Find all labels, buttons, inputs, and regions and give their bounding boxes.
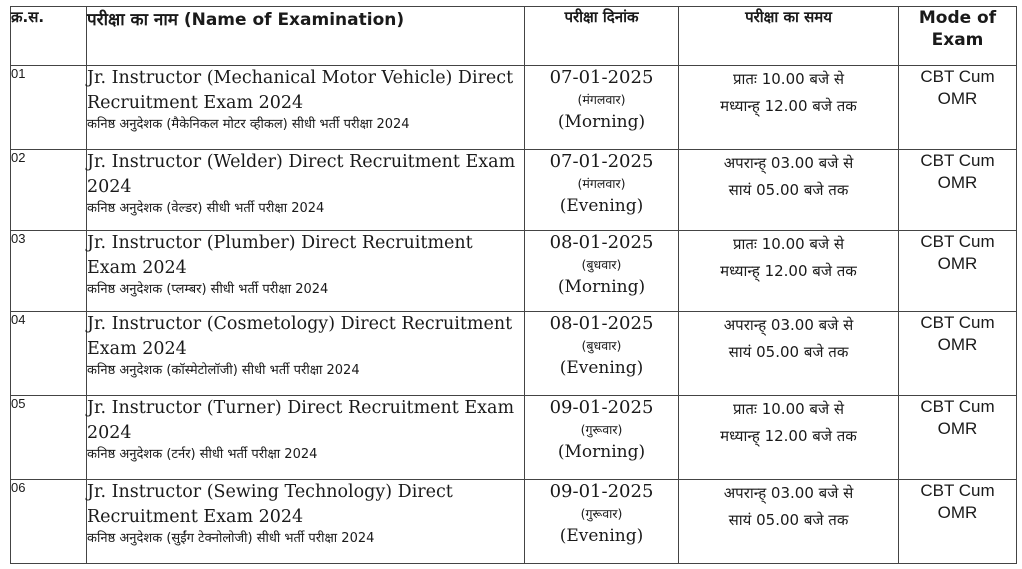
exam-name-cell (87, 311, 525, 395)
exam-name-english: Jr. Instructor (Welder) Direct Recruitment Exam 2024 (87, 151, 516, 197)
exam-date: 07-01-2025 (549, 150, 654, 172)
serial-number: 06 (11, 479, 87, 563)
exam-name-english: Jr. Instructor (Sewing Technology) Direct Recruitment Exam 2024 (87, 481, 453, 527)
exam-time-cell (679, 230, 899, 311)
exam-mode-line2: OMR (937, 88, 978, 108)
exam-time-start: अपरान्ह् 03.00 बजे से (723, 315, 854, 334)
exam-time-end: सायं 05.00 बजे तक (728, 342, 849, 361)
exam-name-hindi: कनिष्ठ अनुदेशक (सुईंग टेक्नोलोजी) सीधी भर्ती परीक्षा 2024 (87, 530, 375, 546)
exam-day: (मंगलवार) (577, 91, 626, 107)
exam-day: (बुधवार) (581, 337, 622, 353)
exam-date: 08-01-2025 (549, 231, 654, 253)
exam-mode-line2: OMR (937, 172, 978, 192)
exam-name-english: Jr. Instructor (Cosmetology) Direct Recruitment Exam 2024 (87, 313, 513, 359)
table-row (11, 395, 1017, 479)
exam-date-cell (525, 311, 679, 395)
header-mode-line2: Exam (931, 30, 984, 50)
exam-mode-cell (899, 479, 1017, 563)
exam-time-start: प्रातः 10.00 बजे से (732, 234, 845, 253)
exam-mode-line1: CBT Cum (920, 480, 995, 500)
table-row (11, 311, 1017, 395)
exam-day: (बुधवार) (581, 256, 622, 272)
exam-mode-line1: CBT Cum (920, 231, 995, 251)
exam-mode-cell (899, 311, 1017, 395)
header-mode-line1: Mode of (918, 8, 997, 28)
exam-mode-line1: CBT Cum (920, 396, 995, 416)
header-exam-name: परीक्षा का नाम (Name of Examination) (87, 7, 525, 66)
exam-time-cell (679, 311, 899, 395)
exam-mode-cell (899, 230, 1017, 311)
serial-number: 04 (11, 311, 87, 395)
exam-shift: (Morning) (557, 111, 646, 132)
exam-shift: (Evening) (559, 195, 644, 216)
header-serial-number: क्र.स. (11, 7, 87, 66)
exam-shift: (Evening) (559, 357, 644, 378)
exam-date-cell (525, 65, 679, 149)
exam-name-cell (87, 395, 525, 479)
exam-mode-line1: CBT Cum (920, 150, 995, 170)
serial-number: 01 (11, 65, 87, 149)
exam-name-cell (87, 149, 525, 230)
serial-number: 05 (11, 395, 87, 479)
exam-name-hindi: कनिष्ठ अनुदेशक (मैकेनिकल मोटर व्हीकल) सीधी भर्ती परीक्षा 2024 (87, 116, 410, 132)
exam-time-start: अपरान्ह् 03.00 बजे से (723, 483, 854, 502)
exam-time-end: मध्यान्ह् 12.00 बजे तक (720, 96, 857, 115)
exam-mode-line1: CBT Cum (920, 312, 995, 332)
table-row (11, 479, 1017, 563)
exam-schedule-table (10, 6, 1017, 564)
exam-mode-line2: OMR (937, 334, 978, 354)
exam-name-english: Jr. Instructor (Mechanical Motor Vehicle) Direct Recruitment Exam 2024 (87, 67, 514, 113)
exam-day: (गुरूवार) (580, 505, 623, 521)
exam-date-cell (525, 230, 679, 311)
exam-date-cell (525, 479, 679, 563)
exam-time-start: अपरान्ह् 03.00 बजे से (723, 153, 854, 172)
exam-date: 09-01-2025 (549, 396, 654, 418)
exam-name-hindi: कनिष्ठ अनुदेशक (टर्नर) सीधी भर्ती परीक्षा 2024 (87, 446, 318, 462)
exam-day: (गुरूवार) (580, 421, 623, 437)
exam-name-hindi: कनिष्ठ अनुदेशक (कॉस्मेटोलॉजी) सीधी भर्ती परीक्षा 2024 (87, 362, 360, 378)
exam-date: 07-01-2025 (549, 66, 654, 88)
exam-time-start: प्रातः 10.00 बजे से (732, 399, 845, 418)
exam-shift: (Morning) (557, 441, 646, 462)
exam-mode-cell (899, 65, 1017, 149)
exam-date-cell (525, 149, 679, 230)
header-exam-time: परीक्षा का समय (679, 7, 899, 66)
exam-time-end: सायं 05.00 बजे तक (728, 180, 849, 199)
exam-mode-cell (899, 395, 1017, 479)
exam-name-hindi: कनिष्ठ अनुदेशक (प्लम्बर) सीधी भर्ती परीक्षा 2024 (87, 281, 329, 297)
exam-name-english: Jr. Instructor (Turner) Direct Recruitment Exam 2024 (87, 397, 515, 443)
serial-number: 03 (11, 230, 87, 311)
exam-name-cell (87, 479, 525, 563)
exam-mode-cell (899, 149, 1017, 230)
exam-time-cell (679, 149, 899, 230)
serial-number: 02 (11, 149, 87, 230)
table-row (11, 149, 1017, 230)
exam-name-english: Jr. Instructor (Plumber) Direct Recruitment Exam 2024 (87, 232, 473, 278)
exam-time-end: मध्यान्ह् 12.00 बजे तक (720, 261, 857, 280)
exam-mode-line1: CBT Cum (920, 66, 995, 86)
exam-date: 08-01-2025 (549, 312, 654, 334)
exam-name-cell (87, 230, 525, 311)
exam-time-end: मध्यान्ह् 12.00 बजे तक (720, 426, 857, 445)
exam-name-cell (87, 65, 525, 149)
exam-mode-line2: OMR (937, 418, 978, 438)
exam-shift: (Morning) (557, 276, 646, 297)
exam-name-hindi: कनिष्ठ अनुदेशक (वेल्डर) सीधी भर्ती परीक्षा 2024 (87, 200, 325, 216)
table-row (11, 65, 1017, 149)
exam-date: 09-01-2025 (549, 480, 654, 502)
exam-mode-line2: OMR (937, 502, 978, 522)
exam-date-cell (525, 395, 679, 479)
header-exam-date: परीक्षा दिनांक (525, 7, 679, 66)
table-row (11, 230, 1017, 311)
exam-time-cell (679, 395, 899, 479)
exam-shift: (Evening) (559, 525, 644, 546)
exam-time-cell (679, 65, 899, 149)
exam-mode-line2: OMR (937, 253, 978, 273)
exam-time-end: सायं 05.00 बजे तक (728, 510, 849, 529)
header-row (11, 7, 1017, 66)
exam-day: (मंगलवार) (577, 175, 626, 191)
exam-time-cell (679, 479, 899, 563)
exam-time-start: प्रातः 10.00 बजे से (732, 69, 845, 88)
header-exam-mode (899, 7, 1017, 66)
